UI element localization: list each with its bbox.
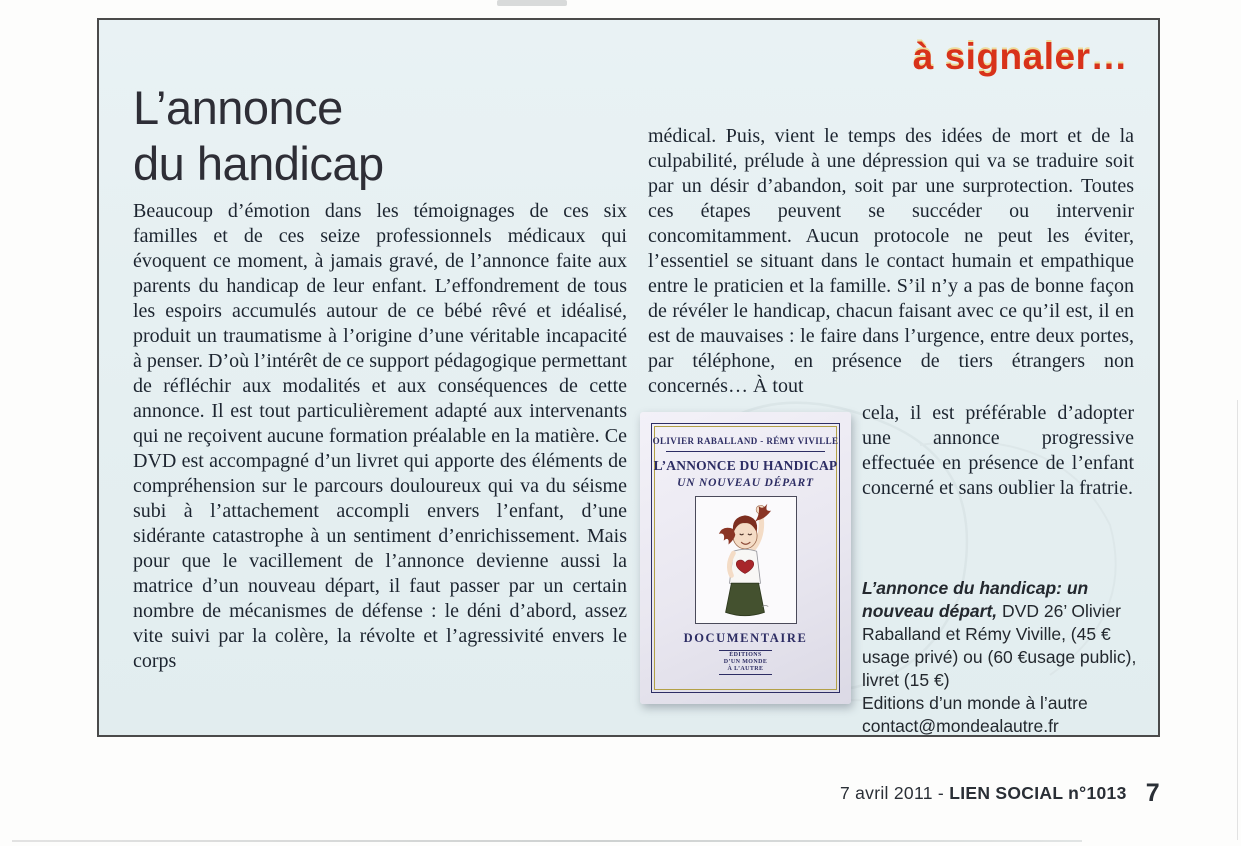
girl-illustration-icon [696, 497, 794, 621]
footer-journal-name: LIEN SOCIAL n°1013 [949, 783, 1127, 803]
caption-contact-email: contact@mondealautre.fr [862, 716, 1059, 736]
caption-details: DVD 26’ Olivier Raballand et Rémy Viville, (45 € usage privé) ou (60 €usage public), livret (15 €) [862, 601, 1137, 690]
publisher-line: À L’AUTRE [727, 666, 764, 672]
dvd-divider [666, 451, 825, 452]
dvd-genre: DOCUMENTAIRE [683, 631, 808, 645]
dvd-subtitle: UN NOUVEAU DÉPART [677, 477, 814, 489]
publisher-line: ÉDITIONS [729, 652, 762, 658]
dvd-cover-frame [651, 423, 840, 693]
dvd-title: L’ANNONCE DU HANDICAP [653, 458, 838, 473]
media-caption [862, 577, 1138, 738]
article-left-column: Beaucoup d’émotion dans les témoignages de ces six familles et de ces seize professionnels médicaux qui évoquent ce moment, à jamais gravé, de l’annonce faite aux parents du handicap de leur enfant. L’effondrement de tous les espoirs accumulés autour de ce bébé rêvé et idéalisé, produit un traumatisme à l’origine d’une véritable incapacité à penser. D’où l’intérêt de ce support pédagogique permettant de réfléchir aux modalités et aux conséquences de cette annonce. Il est tout particulièrement adapté aux intervenants qui ne reçoivent aucune formation préalable en la matière. Ce DVD est accompagné d’un livret qui apporte des éléments de compréhension sur le parcours douloureux qui va du séisme subi à l’attachement accompli envers l’enfant, d’une sidérante catastrophe à un sentiment d’enrichissement. Mais pour que le vacillement de l’annonce devienne aussi la matrice d’un nouveau départ, il faut passer par un certain nombre de mécanismes de défense : le déni d’abord, assez vite suivi par la colère, la révolte et l’agressivité envers le corps [133, 200, 627, 672]
article-right-column: médical. Puis, vient le temps des idées de mort et de la culpabilité, prélude à une dépression qui va se traduire soit par un désir d’abandon, soit par une surprotection. Toutes ces étapes peuvent se succéder ou intervenir concomitamment. Aucun protocole ne peut les éviter, l’essentiel se situant dans le contact humain et empathique entre le praticien et la famille. S’il n’y a pas de bonne façon de révéler le handicap, chacun faisant avec ce qu’il est, il en est de mauvaises : le faire dans l’urgence, entre deux portes, par téléphone, en présence de tiers étrangers non concernés… À tout [648, 125, 1134, 397]
scan-artifact-right [1237, 400, 1238, 840]
dvd-cover [640, 412, 851, 704]
article-title-line1: L’annonce [133, 81, 343, 134]
article-title [133, 80, 384, 192]
scan-artifact-top [497, 0, 567, 6]
caption-title: L’annonce du handicap: un nouveau départ, [862, 578, 1089, 621]
article-title-line2: du handicap [133, 137, 384, 190]
page-number: 7 [1145, 779, 1160, 807]
scan-artifact-bottom [12, 840, 1082, 842]
dvd-publisher-logo [719, 650, 773, 675]
dvd-cover-inner-frame [654, 426, 837, 690]
dvd-authors: OLIVIER RABALLAND - RÉMY VIVILLE [652, 436, 839, 446]
page-footer [840, 779, 1160, 808]
footer-date: 7 avril 2011 - [839, 783, 945, 803]
dvd-illustration [695, 496, 797, 624]
publisher-line: D’UN MONDE [723, 659, 768, 665]
article-wrap-column: cela, il est préférable d’adopter une annonce progressive effectuée en présence de l’enfant concerné et sans oublier la fratrie. [862, 402, 1134, 499]
section-label: à signaler… [912, 36, 1128, 77]
caption-publisher: Editions d’un monde à l’autre [862, 693, 1088, 713]
